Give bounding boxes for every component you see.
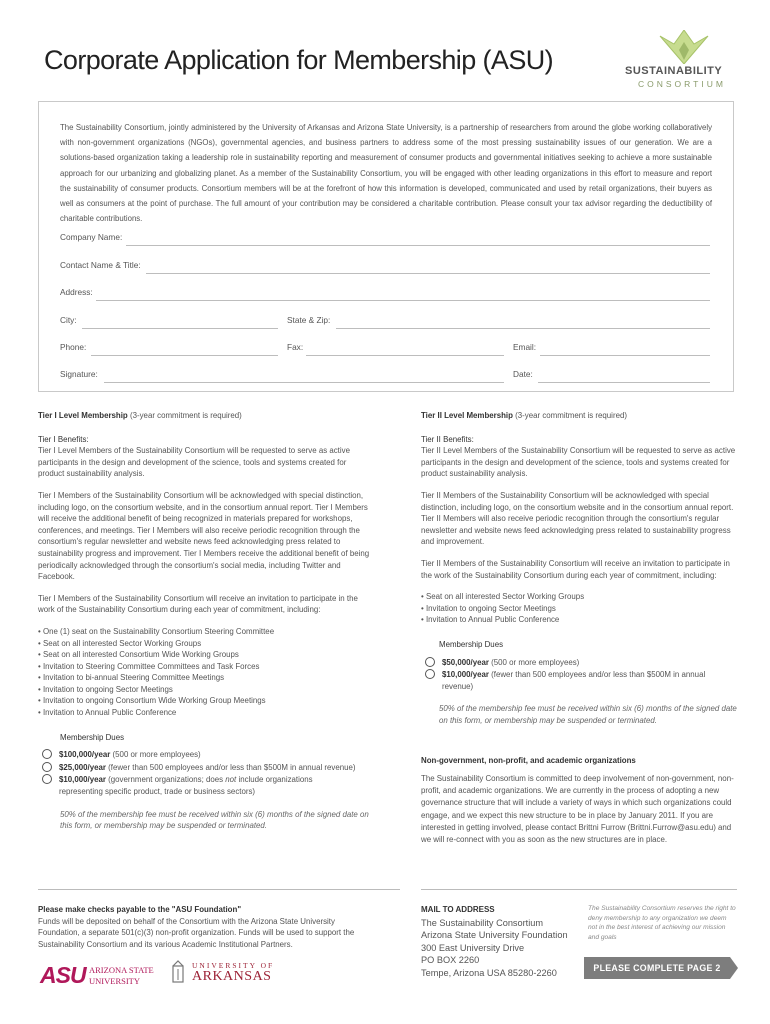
city-label: City: bbox=[60, 315, 77, 325]
email-label: Email: bbox=[513, 342, 537, 352]
phone-field[interactable] bbox=[91, 343, 278, 356]
mail-line: Arizona State University Foundation bbox=[421, 930, 568, 941]
checks-info bbox=[38, 904, 368, 950]
tier2-benefit-list bbox=[421, 591, 737, 626]
university-of-arkansas-logo bbox=[170, 960, 280, 990]
checks-title: Please make checks payable to the "ASU Foundation" bbox=[38, 905, 242, 914]
tier1-benefits-title: Tier I Benefits: bbox=[38, 434, 89, 444]
ngo-heading: Non-government, non-profit, and academic organizations bbox=[421, 756, 636, 766]
company-name-label: Company Name: bbox=[60, 232, 123, 242]
list-item: • Invitation to ongoing Consortium Wide Working Group Meetings bbox=[38, 696, 266, 706]
radio-icon[interactable] bbox=[42, 762, 52, 772]
asu-logo bbox=[40, 962, 160, 990]
tier2-benefits-title: Tier II Benefits: bbox=[421, 434, 474, 444]
complete-page-2-button[interactable]: PLEASE COMPLETE PAGE 2 bbox=[584, 957, 730, 979]
phone-label: Phone: bbox=[60, 342, 87, 352]
asu-name-line-2: UNIVERSITY bbox=[89, 976, 140, 986]
tier2-heading: Tier II Level Membership (3-year commitment is required) bbox=[421, 411, 627, 420]
tier2-dues-option-50k[interactable]: $50,000/year (500 or more employees) bbox=[425, 657, 737, 669]
radio-icon[interactable] bbox=[42, 774, 52, 784]
email-field[interactable] bbox=[540, 343, 710, 356]
list-item: • Seat on all interested Consortium Wide Working Groups bbox=[38, 650, 239, 660]
footer-divider-left bbox=[38, 889, 400, 890]
address-field[interactable] bbox=[96, 288, 710, 301]
reserve-note: The Sustainability Consortium reserves the right to deny membership to any organization we deem not in the best interest of achieving our mission and goals bbox=[588, 905, 736, 941]
radio-icon[interactable] bbox=[425, 657, 435, 667]
list-item: • Invitation to ongoing Sector Meetings bbox=[38, 684, 173, 694]
tier2-paragraph-3: Tier II Members of the Sustainability Consortium will receive an invitation to participate in the work of the Sustainability Consortium during each year of commitment, including: bbox=[421, 558, 730, 580]
tier1-paragraph-3: Tier I Members of the Sustainability Consortium will receive an invitation to participate in the work of the Sustainability Consortium during each year of commitment, including: bbox=[38, 593, 358, 615]
list-item: • Invitation to ongoing Sector Meetings bbox=[421, 603, 556, 613]
list-item: • Invitation to Steering Committee Committees and Task Forces bbox=[38, 661, 260, 671]
logo-subtitle: CONSORTIUM bbox=[638, 79, 726, 89]
checks-text: Funds will be deposited on behalf of the Consortium with the Arizona State University Foundation, a separate 501(c)(3) non-profit organization. Funds will be used to support the Sustainability Consortium and its various Academic Institutional Partners. bbox=[38, 916, 355, 949]
company-name-field[interactable] bbox=[126, 233, 710, 246]
tier1-payment-note: 50% of the membership fee must be received within six (6) months of the signed date on this form, or membership may be suspended or terminated. bbox=[60, 809, 369, 831]
mail-title: MAIL TO ADDRESS bbox=[421, 905, 495, 914]
state-zip-field[interactable] bbox=[336, 316, 710, 329]
asu-name-line-1: ARIZONA STATE bbox=[89, 965, 154, 975]
list-item: • Seat on all interested Sector Working Groups bbox=[421, 592, 585, 602]
radio-icon[interactable] bbox=[425, 669, 435, 679]
date-label: Date: bbox=[513, 369, 533, 379]
tier1-heading: Tier I Level Membership (3-year commitment is required) bbox=[38, 411, 242, 420]
mail-to-address bbox=[421, 904, 581, 980]
leaf-icon bbox=[654, 30, 714, 64]
tier1-dues-option-25k[interactable]: $25,000/year (fewer than 500 employees and/or less than $500M in annual revenue) bbox=[42, 762, 372, 774]
tier1-dues-option-10k[interactable]: $10,000/year (government organizations; does not include organizations representing specific product, trade or business sectors) bbox=[42, 774, 339, 797]
asu-wordmark: ASU bbox=[40, 962, 86, 988]
date-field[interactable] bbox=[538, 370, 710, 383]
list-item: • Invitation to bi-annual Steering Committee Meetings bbox=[38, 673, 225, 683]
ua-name-line-2: ARKANSAS bbox=[192, 969, 272, 984]
tier1-benefit-list bbox=[38, 626, 372, 719]
ua-name-line-1: UNIVERSITY OF bbox=[192, 961, 275, 970]
mail-line: The Sustainability Consortium bbox=[421, 917, 544, 928]
signature-field[interactable] bbox=[104, 370, 504, 383]
tier2-payment-note: 50% of the membership fee must be received within six (6) months of the signed date on this form, or membership may be suspended or terminated. bbox=[439, 704, 737, 725]
tier1-paragraph-1: Tier I Level Members of the Sustainability Consortium will be requested to serve as active participants in the design and development of the science, tools and systems created for product sustainability analysis. bbox=[38, 446, 350, 479]
tier1-paragraph-2: Tier I Members of the Sustainability Consortium will be acknowledged with special distinction, including logo, on the consortium website, and in the consortium annual report. Tier I Members will receive the additional benefit of being recognized in materials prepared for workshops, conferences, and meetings. Tier I Members will also receive periodic recognition through the consortium's regular newsletter and website news feed acknowledging press related to sustainability progress and improvement. Tier I Members receive the additional benefit of being periodically acknowledged through the consortium's social media, including Twitter and Facebook. bbox=[38, 490, 370, 582]
footer-divider-right bbox=[421, 889, 737, 890]
state-zip-label: State & Zip: bbox=[287, 315, 331, 325]
mail-line: Tempe, Arizona USA 85280-2260 bbox=[421, 967, 557, 978]
tier2-paragraph-2: Tier II Members of the Sustainability Consortium will be acknowledged with special distinction, including logo, on the consortium website and in the consortium annual report. Tier II Members will also receive periodic recognition through the consortium's regular newsletter and website news feed acknowledging press related to sustainability progress and improvement. bbox=[421, 490, 734, 547]
tier1-dues-title: Membership Dues bbox=[60, 732, 125, 742]
mail-line: PO BOX 2260 bbox=[421, 955, 480, 966]
tier2-paragraph-1: Tier II Level Members of the Sustainability Consortium will be requested to serve as active participants in the design and development of the science, tools and systems created for product sustainability analysis. bbox=[421, 446, 736, 479]
list-item: • One (1) seat on the Sustainability Consortium Steering Committee bbox=[38, 626, 275, 636]
tier2-dues-title: Membership Dues bbox=[439, 639, 504, 649]
old-main-icon bbox=[170, 960, 186, 984]
tier1-column bbox=[38, 410, 372, 832]
list-item: • Seat on all interested Sector Working Groups bbox=[38, 638, 202, 648]
list-item: • Invitation to Annual Public Conference bbox=[421, 615, 560, 625]
tier1-dues-option-100k[interactable]: $100,000/year (500 or more employees) bbox=[42, 749, 372, 761]
intro-paragraph: The Sustainability Consortium, jointly administered by the University of Arkansas and Arizona State University, is a partnership of researchers from around the globe working collaboratively with non-government organizations (NGOs), governmental agencies, and business partners to address some of the most pressing sustainability issues of our generation. We are a solutions-based organization taking a leadership role in sustainability reporting and measurement of consumer products and governmental initiatives seeking to achieve a more sustainable approach for our urbanizing and globalizing planet. As a member of the Sustainability Consortium, you will be engaged with other leading organizations in this effort to measure and report the sustainability of consumer products. Consortium members will be at the forefront of how this information is developed, communicated and used by retail organizations, their buyers as well as consumers at the point of purchase. The full amount of your contribution may be considered a charitable contribution. Please consult your tax advisor regarding the deductibility of charitable contributions. bbox=[60, 123, 712, 224]
page-title: Corporate Application for Membership (ASU) bbox=[44, 45, 554, 75]
tier2-dues-option-10k[interactable]: $10,000/year (fewer than 500 employees and/or less than $500M in annual revenue) bbox=[425, 669, 737, 692]
ngo-paragraph: The Sustainability Consortium is committed to deep involvement of non-government, non-profit, and academic organizations. We are currently in the process of adopting a new governance structure that will include a variety of ways in which such organizations could engage, and we expect this new structure to be in place by January 2011. If you are interested in getting involved, please contact Brittni Furrow (Brittni.Furrow@asu.edu) and we will re-connect with you as soon as the new structures are in place. bbox=[421, 774, 734, 845]
radio-icon[interactable] bbox=[42, 749, 52, 759]
logo-title: SUSTAINABILITY bbox=[625, 65, 723, 77]
contact-name-label: Contact Name & Title: bbox=[60, 260, 141, 270]
signature-label: Signature: bbox=[60, 369, 98, 379]
sustainability-consortium-logo bbox=[622, 30, 742, 90]
tier2-column bbox=[421, 410, 737, 846]
city-field[interactable] bbox=[82, 316, 278, 329]
arrow-icon bbox=[730, 957, 740, 979]
fax-label: Fax: bbox=[287, 342, 304, 352]
address-label: Address: bbox=[60, 287, 93, 297]
fax-field[interactable] bbox=[306, 343, 504, 356]
mail-line: 300 East University Drive bbox=[421, 942, 525, 953]
list-item: • Invitation to Annual Public Conference bbox=[38, 708, 177, 718]
contact-name-field[interactable] bbox=[146, 261, 710, 274]
